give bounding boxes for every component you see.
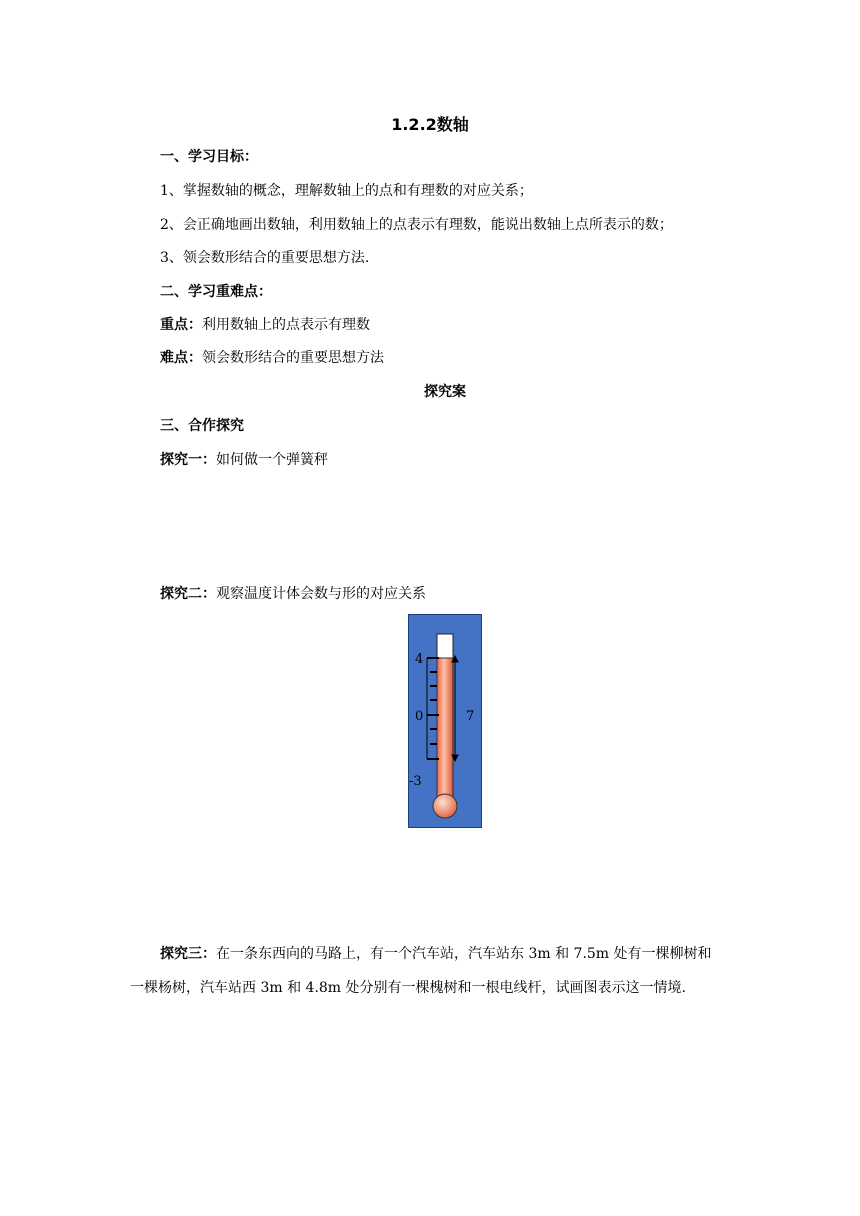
goal-item-2: 2、会正确地画出数轴，利用数轴上的点表示有理数，能说出数轴上点所表示的数； [160,217,673,233]
label-span: 7 [466,709,475,724]
explore-2-label: 探究二： [160,586,216,602]
explore-3-text-1: 在一条东西向的马路上，有一个汽车站，汽车站东 3m 和 7.5m 处有一棵柳树和 [216,946,712,962]
explore-2-text: 观察温度计体会数与形的对应关系 [216,586,426,602]
key-heading: 二、学习重难点： [160,284,272,300]
goal-item-1: 1、掌握数轴的概念，理解数轴上的点和有理数的对应关系； [160,183,533,199]
explore-1-label: 探究一： [160,452,216,468]
explore-case-title: 探究案 [424,384,466,400]
goals-heading: 一、学习目标： [160,149,258,165]
label-4: 4 [415,652,424,667]
explore-1 [160,450,328,470]
key-label: 重点： [160,317,202,333]
thermometer-mercury [437,658,453,798]
explore-3-line-2: 一棵杨树，汽车站西 3m 和 4.8m 处分别有一棵槐树和一根电线杆，试画图表示这一情境. [130,980,686,996]
goal-item-3: 3、领会数形结合的重要思想方法. [160,250,370,266]
difficult-text: 领会数形结合的重要思想方法 [202,350,384,366]
cooperative-heading: 三、合作探究 [160,418,244,434]
explore-3-label: 探究三： [160,946,216,962]
thermometer-figure [408,614,482,828]
difficult-label: 难点： [160,350,202,366]
key-text: 利用数轴上的点表示有理数 [202,317,370,333]
difficult-point [160,348,384,368]
explore-3-line-1 [160,944,712,964]
label-minus-3: -3 [409,774,422,789]
thermometer-bulb [433,794,457,818]
key-point [160,315,370,335]
label-0: 0 [415,709,424,724]
explore-1-text: 如何做一个弹簧秤 [216,452,328,468]
explore-2 [160,584,426,604]
thermometer-empty-tube [437,634,453,658]
page-title: 1.2.2数轴 [391,115,469,134]
